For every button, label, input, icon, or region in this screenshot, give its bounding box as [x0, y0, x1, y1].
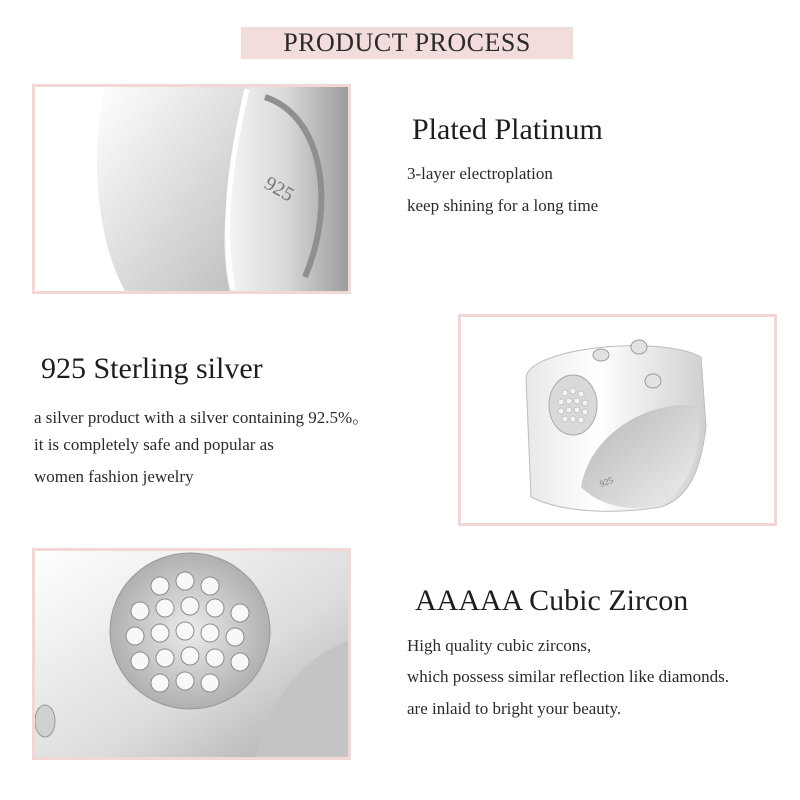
- page-title-banner: [241, 27, 573, 59]
- section-text-line: 3-layer electroplation: [407, 164, 553, 183]
- engraving-925: 925: [260, 172, 298, 207]
- section-text-line: a silver product with a silver containing 92.5%。: [34, 408, 370, 427]
- section-text-line: women fashion jewelry: [34, 467, 194, 486]
- ring-closeup-inner-band: [35, 87, 348, 291]
- section-text-line: are inlaid to bright your beauty.: [407, 699, 622, 718]
- page-title: PRODUCT PROCESS: [283, 28, 531, 57]
- section-heading-plated-platinum: Plated Platinum: [412, 113, 603, 146]
- section-heading-cubic-zircon: AAAAA Cubic Zircon: [415, 584, 689, 617]
- section-text-line: keep shining for a long time: [407, 196, 599, 215]
- section-text-line: it is completely safe and popular as: [34, 435, 274, 454]
- sterling-silver-image: [458, 314, 777, 526]
- plated-platinum-image: [32, 84, 351, 294]
- section-text-line: which possess similar reflection like diamonds.: [407, 667, 729, 686]
- section-text-line: High quality cubic zircons,: [407, 636, 592, 655]
- section-heading-sterling-silver: 925 Sterling silver: [41, 352, 263, 385]
- ring-full-view: [461, 317, 774, 523]
- zircon-pave-closeup: [35, 551, 348, 757]
- cubic-zircon-image: [32, 548, 351, 760]
- engraving-925: 925: [598, 474, 615, 489]
